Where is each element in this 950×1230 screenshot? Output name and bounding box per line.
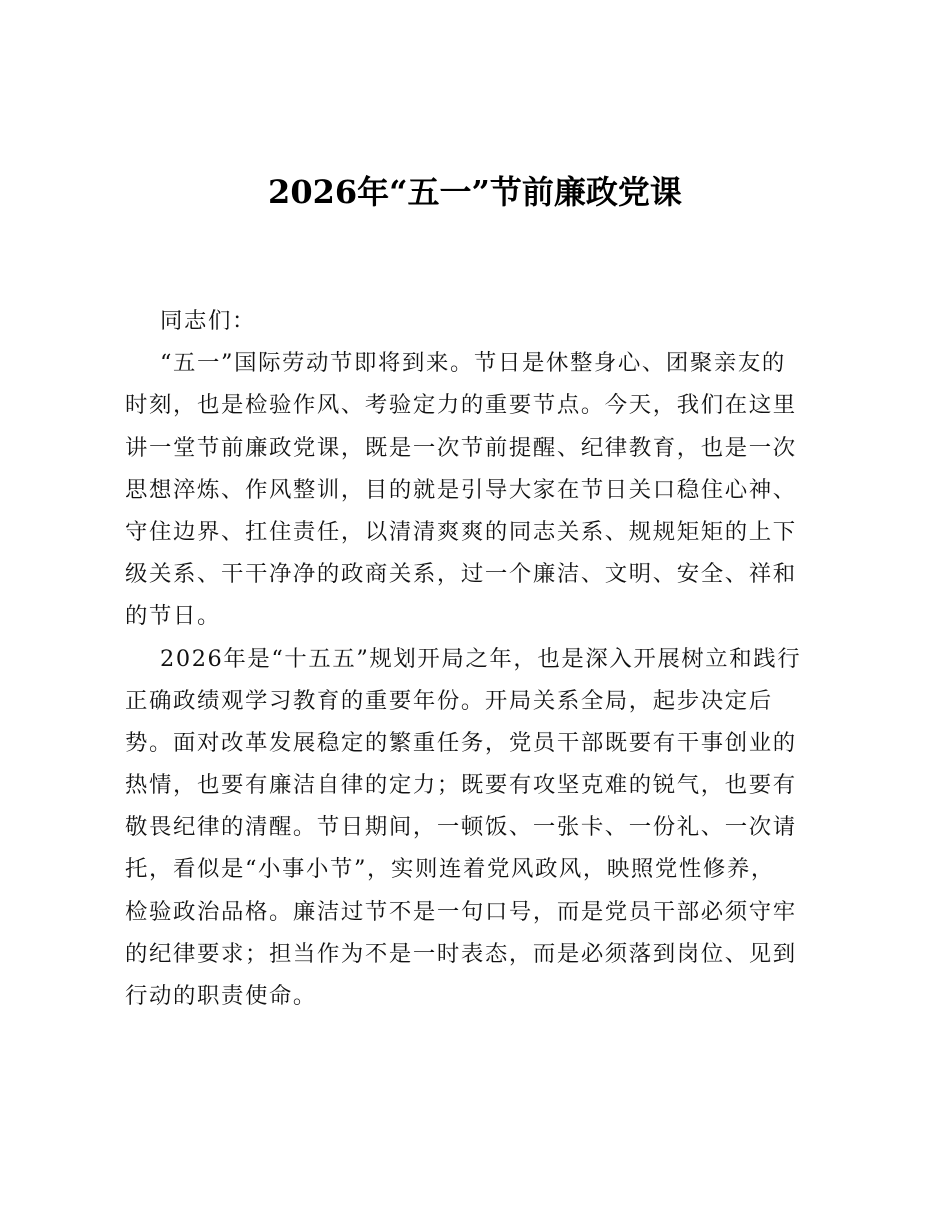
paragraph-1-line-2: 时刻，也是检验作风、考验定力的重要节点。今天，我们在这里 <box>125 392 797 419</box>
paragraph-1-line-6: 级关系、干干净净的政商关系，过一个廉洁、文明、安全、祥和 <box>125 561 797 588</box>
paragraph-1-line-5: 守住边界、扛住责任，以清清爽爽的同志关系、规规矩矩的上下 <box>125 518 797 545</box>
paragraph-2-line-2: 正确政绩观学习教育的重要年份。开局关系全局，起步决定后 <box>125 687 773 714</box>
paragraph-1-line-7: 的节日。 <box>125 603 221 630</box>
paragraph-2-line-5: 敬畏纪律的清醒。节日期间，一顿饭、一张卡、一份礼、一次请 <box>125 814 797 841</box>
paragraph-1-line-3: 讲一堂节前廉政党课，既是一次节前提醒、纪律教育，也是一次 <box>125 434 797 461</box>
paragraph-2-line-1: 2026年是“十五五”规划开局之年，也是深入开展树立和践行 <box>160 645 802 672</box>
paragraph-2-line-4: 热情，也要有廉洁自律的定力；既要有攻坚克难的锐气，也要有 <box>125 772 797 799</box>
paragraph-2-line-7: 检验政治品格。廉洁过节不是一句口号，而是党员干部必须守牢 <box>125 898 797 925</box>
document-body <box>125 300 830 1017</box>
paragraph-2-line-8: 的纪律要求；担当作为不是一时表态，而是必须落到岗位、见到 <box>125 940 797 967</box>
paragraph-1-line-4: 思想淬炼、作风整训，目的就是引导大家在节日关口稳住心神、 <box>125 476 797 503</box>
paragraph-2-line-3: 势。面对改革发展稳定的繁重任务，党员干部既要有干事创业的 <box>125 729 797 756</box>
paragraph-2-line-6: 托，看似是“小事小节”，实则连着党风政风，映照党性修养， <box>125 856 775 883</box>
document-title: 2026年“五一”节前廉政党课 <box>268 173 682 211</box>
paragraph-1-line-1: “五一”国际劳动节即将到来。节日是休整身心、团聚亲友的 <box>160 350 786 377</box>
salutation-line: 同志们： <box>160 308 256 334</box>
paragraph-2-line-9: 行动的职责使命。 <box>125 983 317 1009</box>
